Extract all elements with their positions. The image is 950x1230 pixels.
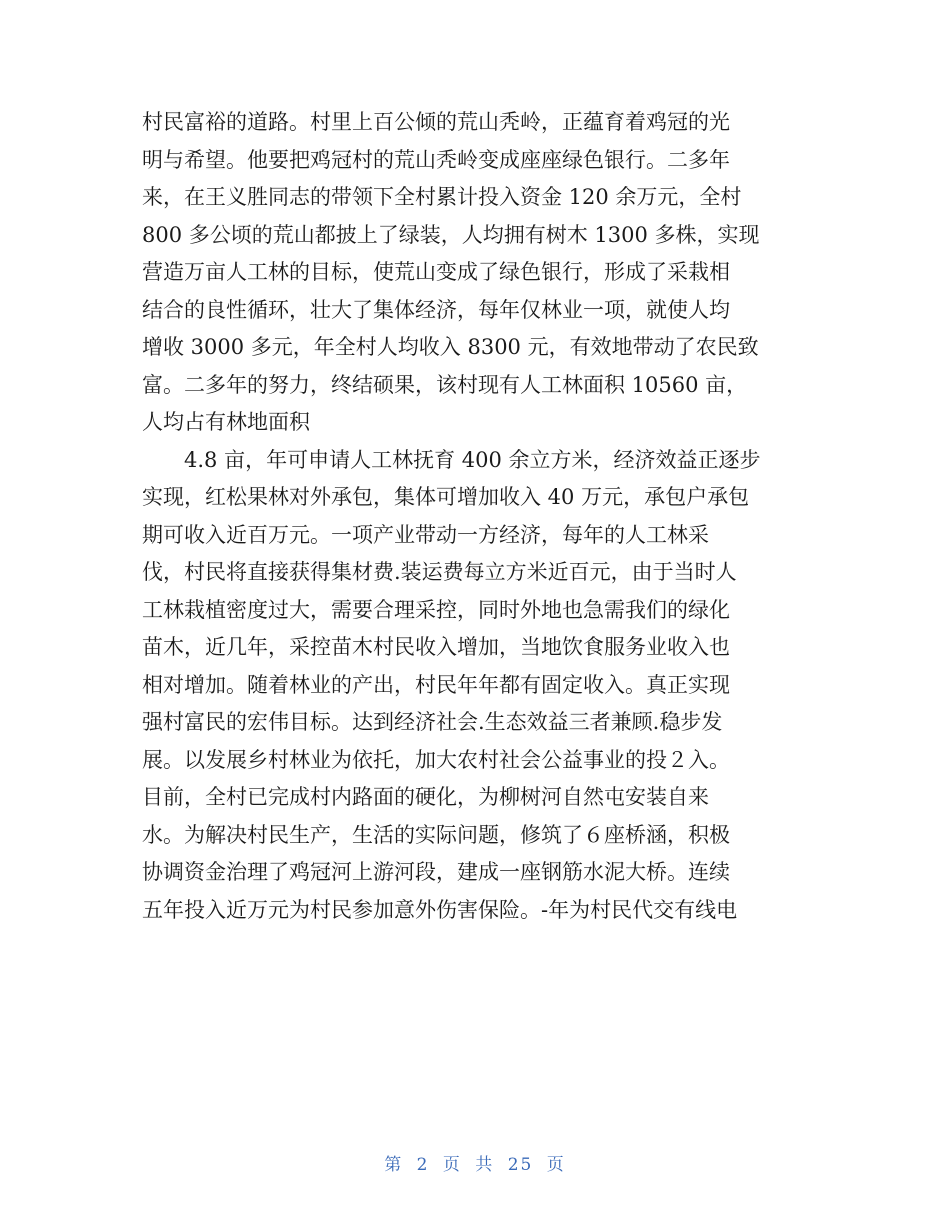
text-line: 营造万亩人工林的目标，使荒山变成了绿色银行，形成了采栽相 xyxy=(142,260,730,284)
text-line: 结合的良性循环，壮大了集体经济，每年仅林业一项，就使人均 xyxy=(142,297,730,322)
text-line: 水。为解决村民生产，生活的实际问题，修筑了６座桥涵，积极 xyxy=(142,822,730,847)
page-footer xyxy=(0,1150,950,1175)
text-line: 相对增加。随着林业的产出，村民年年都有固定收入。真正实现 xyxy=(142,672,730,697)
text-line: 期可收入近百万元。一项产业带动一方经济，每年的人工林采 xyxy=(142,522,709,547)
text-line: 实现，红松果林对外承包，集体可增加收入 40 万元，承包户承包 xyxy=(142,485,750,509)
text-line: 人均占有林地面积 xyxy=(142,410,310,434)
text-line: 展。以发展乡村林业为依托，加大农村社会公益事业的投２入。 xyxy=(142,747,730,772)
text-line: 800 多公顷的荒山都披上了绿装，人均拥有树木 1300 多株，实现 xyxy=(142,222,760,247)
text-line: 目前，全村已完成村内路面的硬化，为柳树河自然屯安装自来 xyxy=(142,785,709,809)
text-line: 明与希望。他要把鸡冠村的荒山秃岭变成座座绿色银行。二多年 xyxy=(142,147,730,172)
page-label-prefix: 第 xyxy=(384,1155,404,1175)
text-line: 村民富裕的道路。村里上百公倾的荒山秃岭，正蕴育着鸡冠的光 xyxy=(142,110,730,134)
paragraph-start-line: 4.8 亩，年可申请人工林抚育 400 余立方米，经济效益正逐步 xyxy=(184,447,761,472)
text-line: 工林栽植密度过大，需要合理采控，同时外地也急需我们的绿化 xyxy=(142,597,730,622)
body-text xyxy=(142,104,842,929)
text-line: 苗木，近几年，采控苗木村民收入增加，当地饮食服务业收入也 xyxy=(142,635,730,659)
total-label-prefix: 共 xyxy=(475,1155,495,1175)
page-label-suffix: 页 xyxy=(546,1155,566,1175)
page-label-mid: 页 xyxy=(442,1155,462,1175)
total-pages-number: 25 xyxy=(507,1155,534,1175)
text-line: 协调资金治理了鸡冠河上游河段，建成一座钢筋水泥大桥。连续 xyxy=(142,860,730,884)
text-line: 强村富民的宏伟目标。达到经济社会.生态效益三者兼顾.稳步发 xyxy=(142,710,723,734)
text-line: 五年投入近万元为村民参加意外伤害保险。-年为村民代交有线电 xyxy=(142,897,738,922)
text-line: 来，在王义胜同志的带领下全村累计投入资金 120 余万元，全村 xyxy=(142,185,742,209)
text-line: 伐，村民将直接获得集材费.装运费每立方米近百元，由于当时人 xyxy=(142,560,737,584)
text-line: 富。二多年的努力，终结硕果，该村现有人工林面积 10560 亩， xyxy=(142,372,748,397)
current-page-number: 2 xyxy=(416,1155,430,1175)
text-line: 增收 3000 多元，年全村人均收入 8300 元，有效地带动了农民致 xyxy=(142,335,759,359)
